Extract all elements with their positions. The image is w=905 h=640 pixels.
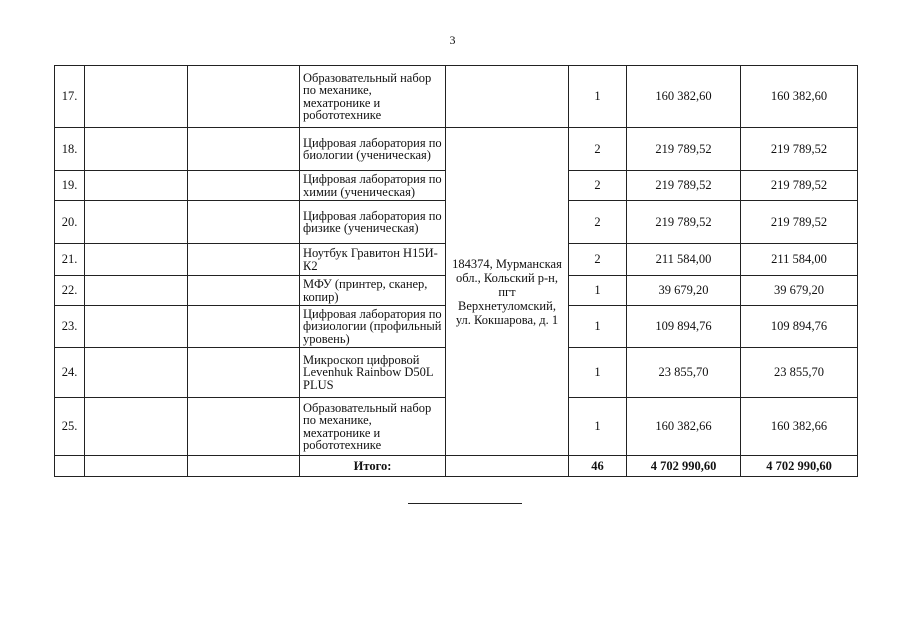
item-quantity: 2 [569,171,627,201]
table-row [55,128,858,171]
item-name: Цифровая лаборатория по физике (ученическая) [300,201,446,244]
item-quantity: 2 [569,201,627,244]
empty-cell [446,456,569,477]
item-name: Образовательный набор по механике, мехатронике и робототехнике [300,66,446,128]
item-total: 160 382,60 [741,66,858,128]
empty-cell [85,244,188,276]
item-name: МФУ (принтер, сканер, копир) [300,276,446,306]
empty-cell [188,128,300,171]
item-price: 219 789,52 [627,171,741,201]
item-price: 219 789,52 [627,201,741,244]
row-number: 22. [55,276,85,306]
empty-cell [85,306,188,348]
empty-cell [85,128,188,171]
delivery-address: 184374, Мурманская обл., Кольский р-н, пгт Верхнетуломский, ул. Кокшарова, д. 1 [446,128,569,456]
item-quantity: 1 [569,276,627,306]
empty-cell [188,398,300,456]
item-total: 160 382,66 [741,398,858,456]
item-name: Цифровая лаборатория по химии (ученическая) [300,171,446,201]
page-number: 3 [449,33,456,47]
item-quantity: 2 [569,244,627,276]
empty-cell [85,276,188,306]
row-number: 24. [55,348,85,398]
total-sum: 4 702 990,60 [741,456,858,477]
empty-cell [85,456,188,477]
empty-cell [188,171,300,201]
item-price: 219 789,52 [627,128,741,171]
item-total: 219 789,52 [741,128,858,171]
empty-cell [188,201,300,244]
item-quantity: 1 [569,306,627,348]
item-price: 211 584,00 [627,244,741,276]
row-number: 18. [55,128,85,171]
empty-cell [85,201,188,244]
item-name: Ноутбук Гравитон Н15И-К2 [300,244,446,276]
item-total: 39 679,20 [741,276,858,306]
item-price: 23 855,70 [627,348,741,398]
item-name: Цифровая лаборатория по физиологии (профильный уровень) [300,306,446,348]
item-quantity: 1 [569,66,627,128]
empty-cell [55,456,85,477]
item-name: Цифровая лаборатория по биологии (ученическая) [300,128,446,171]
item-quantity: 1 [569,398,627,456]
empty-cell [188,244,300,276]
empty-cell [85,66,188,128]
item-total: 23 855,70 [741,348,858,398]
empty-cell [85,398,188,456]
total-price: 4 702 990,60 [627,456,741,477]
row-number: 25. [55,398,85,456]
item-total: 219 789,52 [741,201,858,244]
row-number: 17. [55,66,85,128]
item-total: 219 789,52 [741,171,858,201]
empty-cell [188,348,300,398]
empty-cell [188,306,300,348]
row-number: 21. [55,244,85,276]
item-name: Микроскоп цифровой Levenhuk Rainbow D50L PLUS [300,348,446,398]
empty-cell [85,171,188,201]
item-price: 160 382,60 [627,66,741,128]
empty-cell [188,456,300,477]
item-name: Образовательный набор по механике, мехатронике и робототехнике [300,398,446,456]
row-number: 20. [55,201,85,244]
empty-cell [446,66,569,128]
empty-cell [188,276,300,306]
total-label: Итого: [300,456,446,477]
total-row [55,456,858,477]
item-quantity: 1 [569,348,627,398]
equipment-table [54,65,858,477]
item-total: 211 584,00 [741,244,858,276]
item-quantity: 2 [569,128,627,171]
item-price: 39 679,20 [627,276,741,306]
closing-divider [408,503,522,504]
item-price: 160 382,66 [627,398,741,456]
row-number: 19. [55,171,85,201]
row-number: 23. [55,306,85,348]
empty-cell [85,348,188,398]
table-row [55,66,858,128]
item-total: 109 894,76 [741,306,858,348]
total-quantity: 46 [569,456,627,477]
empty-cell [188,66,300,128]
item-price: 109 894,76 [627,306,741,348]
